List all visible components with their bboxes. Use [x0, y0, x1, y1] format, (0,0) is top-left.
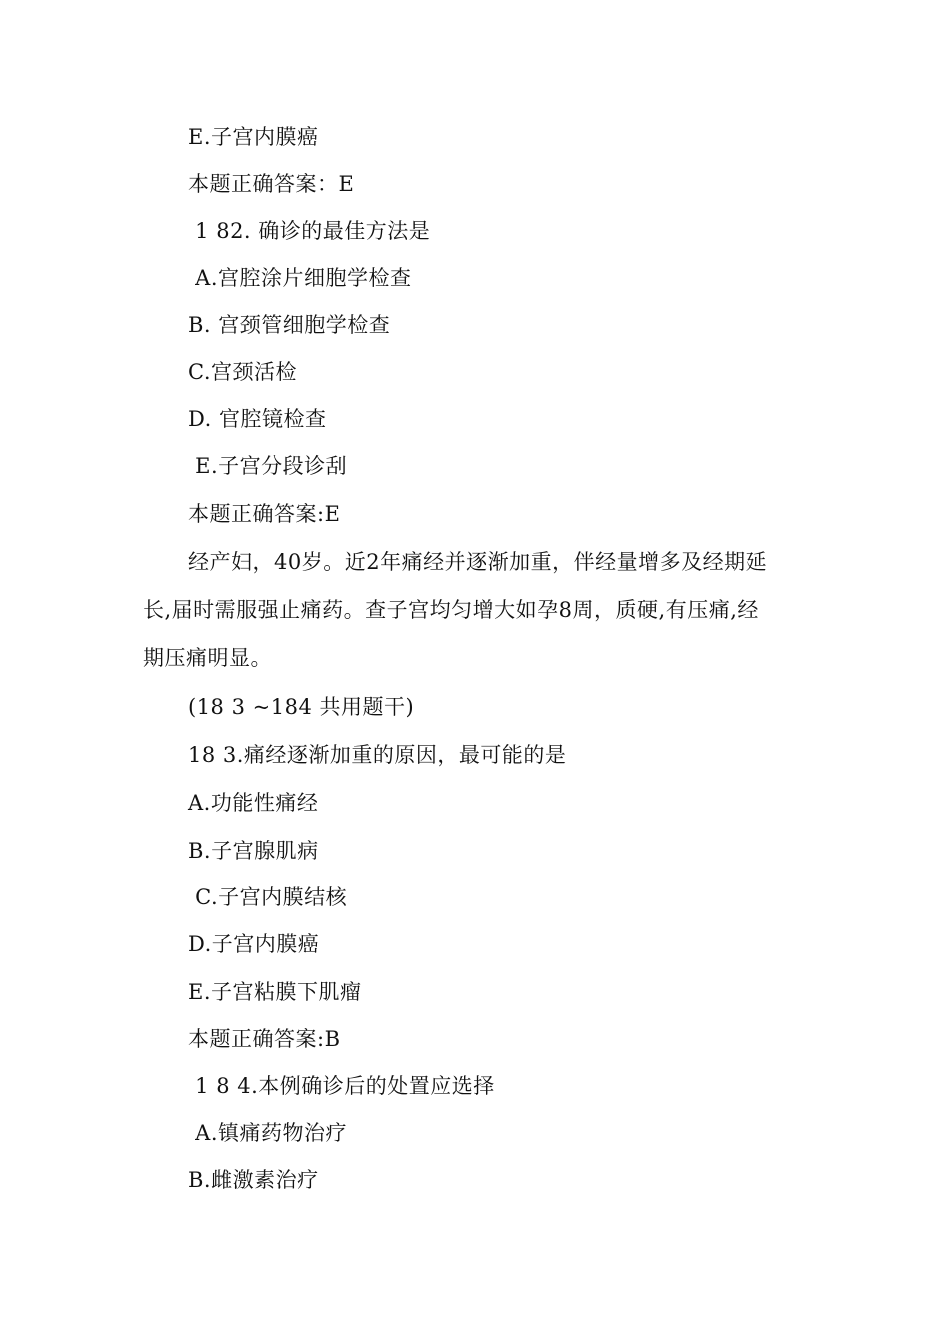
option-b-line: B.雌激素治疗 — [188, 1168, 319, 1192]
case-paragraph-line: 期压痛明显。 — [143, 646, 272, 670]
option-d-line: D.子宫内膜癌 — [188, 932, 320, 956]
case-paragraph-line: 长,届时需服强止痛药。查子宫均匀增大如孕8周，质硬,有压痛,经 — [143, 598, 759, 622]
option-e-line: E.子宫分段诊刮 — [188, 454, 348, 478]
option-e-line: E.子宫粘膜下肌瘤 — [188, 980, 362, 1004]
answer-line: 本题正确答案：E — [188, 172, 355, 196]
option-b-line: B.子宫腺肌病 — [188, 839, 319, 863]
question-182: 1 82. 确诊的最佳方法是 — [188, 219, 431, 243]
shared-stem-note: (18 3 ~184 共用题干) — [188, 695, 415, 719]
answer-line: 本题正确答案:E — [188, 502, 341, 526]
option-e-line: E.子宫内膜癌 — [188, 125, 319, 149]
option-c-line: C.宫颈活检 — [188, 360, 297, 384]
question-184: 1 8 4.本例确诊后的处置应选择 — [188, 1074, 495, 1098]
case-paragraph-line: 经产妇，40岁。近2年痛经并逐渐加重，伴经量增多及经期延 — [188, 550, 768, 574]
option-a-line: A.镇痛药物治疗 — [188, 1121, 348, 1145]
option-d-line: D. 官腔镜检查 — [188, 407, 327, 431]
question-183: 18 3.痛经逐渐加重的原因，最可能的是 — [188, 743, 567, 767]
option-b-line: B. 宫颈管细胞学检查 — [188, 313, 391, 337]
answer-line: 本题正确答案:B — [188, 1027, 341, 1051]
option-c-line: C.子宫内膜结核 — [188, 885, 348, 909]
option-a-line: A.功能性痛经 — [188, 791, 319, 815]
option-a-line: A.宫腔涂片细胞学检查 — [188, 266, 412, 290]
